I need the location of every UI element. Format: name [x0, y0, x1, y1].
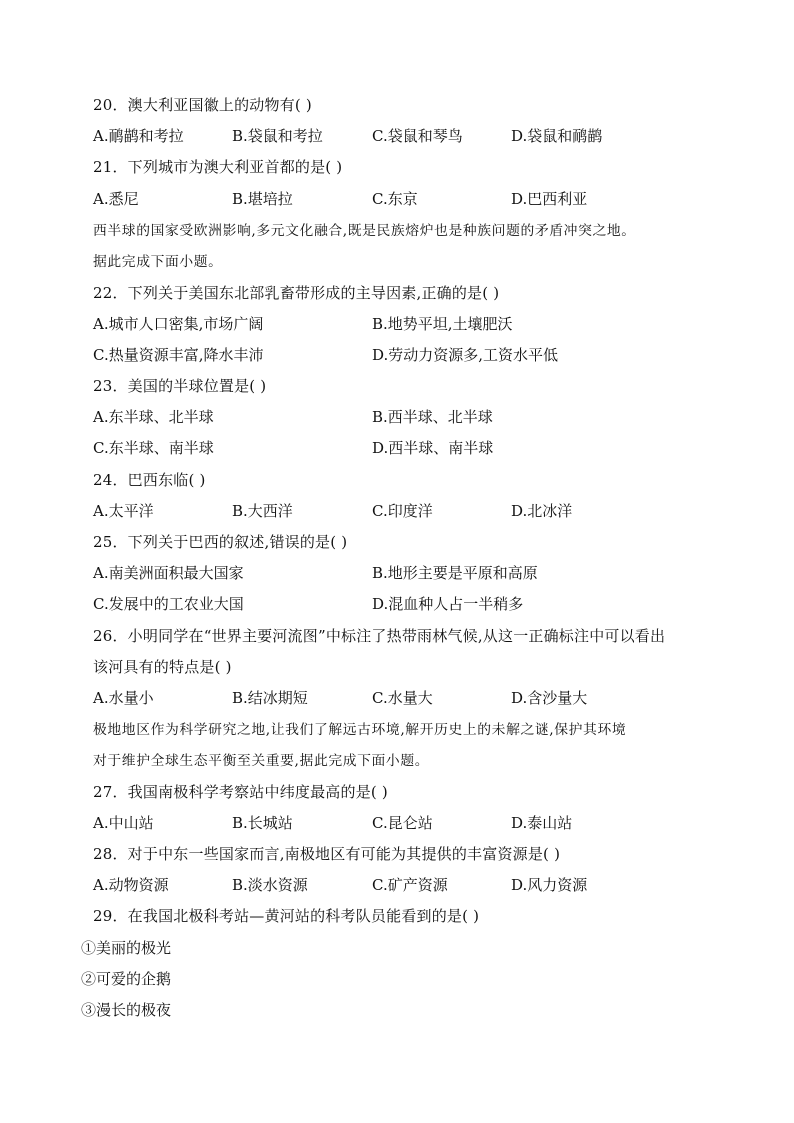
- question-21: 21．下列城市为澳大利亚首都的是( ): [93, 158, 343, 176]
- option-c: C.水量大: [372, 689, 433, 707]
- question-25: 25．下列关于巴西的叙述,错误的是( ): [93, 533, 348, 551]
- question-28: 28．对于中东一些国家而言,南极地区有可能为其提供的丰富资源是( ): [93, 845, 561, 863]
- option-d: D.泰山站: [511, 814, 573, 832]
- passage-1-line-2: 据此完成下面小题。: [93, 254, 223, 270]
- option-a: A.城市人口密集,市场广阔: [93, 315, 264, 333]
- option-b: B.堪培拉: [232, 190, 293, 208]
- option-c: C.昆仑站: [372, 814, 433, 832]
- option-b: B.西半球、北半球: [372, 408, 493, 426]
- option-b: B.袋鼠和考拉: [232, 127, 323, 145]
- option-a: A.水量小: [93, 689, 154, 707]
- option-a: A.南美洲面积最大国家: [93, 564, 244, 582]
- option-d: D.北冰洋: [511, 502, 573, 520]
- option-a: A.中山站: [93, 814, 154, 832]
- option-d: D.混血种人占一半稍多: [372, 595, 524, 613]
- option-c: C.矿产资源: [372, 876, 448, 894]
- passage-2-line-2: 对于维护全球生态平衡至关重要,据此完成下面小题。: [93, 753, 430, 769]
- option-c: C.印度洋: [372, 502, 433, 520]
- question-20: 20．澳大利亚国徽上的动物有( ): [93, 96, 312, 114]
- option-c: C.热量资源丰富,降水丰沛: [93, 346, 264, 364]
- statement-1: ①美丽的极光: [81, 939, 172, 957]
- option-a: A.悉尼: [93, 190, 139, 208]
- option-b: B.地形主要是平原和高原: [372, 564, 538, 582]
- option-b: B.结冰期短: [232, 689, 308, 707]
- statement-2: ②可爱的企鹅: [81, 970, 172, 988]
- option-a: A.动物资源: [93, 876, 169, 894]
- option-d: D.劳动力资源多,工资水平低: [372, 346, 559, 364]
- statement-3: ③漫长的极夜: [81, 1001, 172, 1019]
- option-d: D.含沙量大: [511, 689, 588, 707]
- option-b: B.大西洋: [232, 502, 293, 520]
- option-c: C.发展中的工农业大国: [93, 595, 244, 613]
- passage-2-line-1: 极地地区作为科学研究之地,让我们了解远古环境,解开历史上的未解之谜,保护其环境: [93, 722, 627, 738]
- question-24: 24．巴西东临( ): [93, 471, 206, 489]
- option-b: B.地势平坦,土壤肥沃: [372, 315, 513, 333]
- question-22: 22．下列关于美国东北部乳畜带形成的主导因素,正确的是( ): [93, 284, 500, 302]
- option-d: D.袋鼠和鸸鹋: [511, 127, 603, 145]
- option-a: A.鸸鹋和考拉: [93, 127, 184, 145]
- option-d: D.西半球、南半球: [372, 439, 494, 457]
- question-29: 29．在我国北极科考站—黄河站的科考队员能看到的是( ): [93, 907, 480, 925]
- option-c: C.东京: [372, 190, 418, 208]
- option-b: B.淡水资源: [232, 876, 308, 894]
- option-d: D.巴西利亚: [511, 190, 588, 208]
- option-a: A.太平洋: [93, 502, 154, 520]
- option-d: D.风力资源: [511, 876, 588, 894]
- question-23: 23．美国的半球位置是( ): [93, 377, 267, 395]
- option-a: A.东半球、北半球: [93, 408, 214, 426]
- question-26-line-1: 26．小明同学在“世界主要河流图”中标注了热带雨林气候,从这一正确标注中可以看出: [93, 627, 666, 645]
- question-27: 27．我国南极科学考察站中纬度最高的是( ): [93, 783, 388, 801]
- option-b: B.长城站: [232, 814, 293, 832]
- question-26-line-2: 该河具有的特点是( ): [93, 658, 232, 676]
- passage-1-line-1: 西半球的国家受欧洲影响,多元文化融合,既是民族熔炉也是种族问题的矛盾冲突之地。: [93, 223, 636, 239]
- option-c: C.东半球、南半球: [93, 439, 214, 457]
- option-c: C.袋鼠和琴鸟: [372, 127, 463, 145]
